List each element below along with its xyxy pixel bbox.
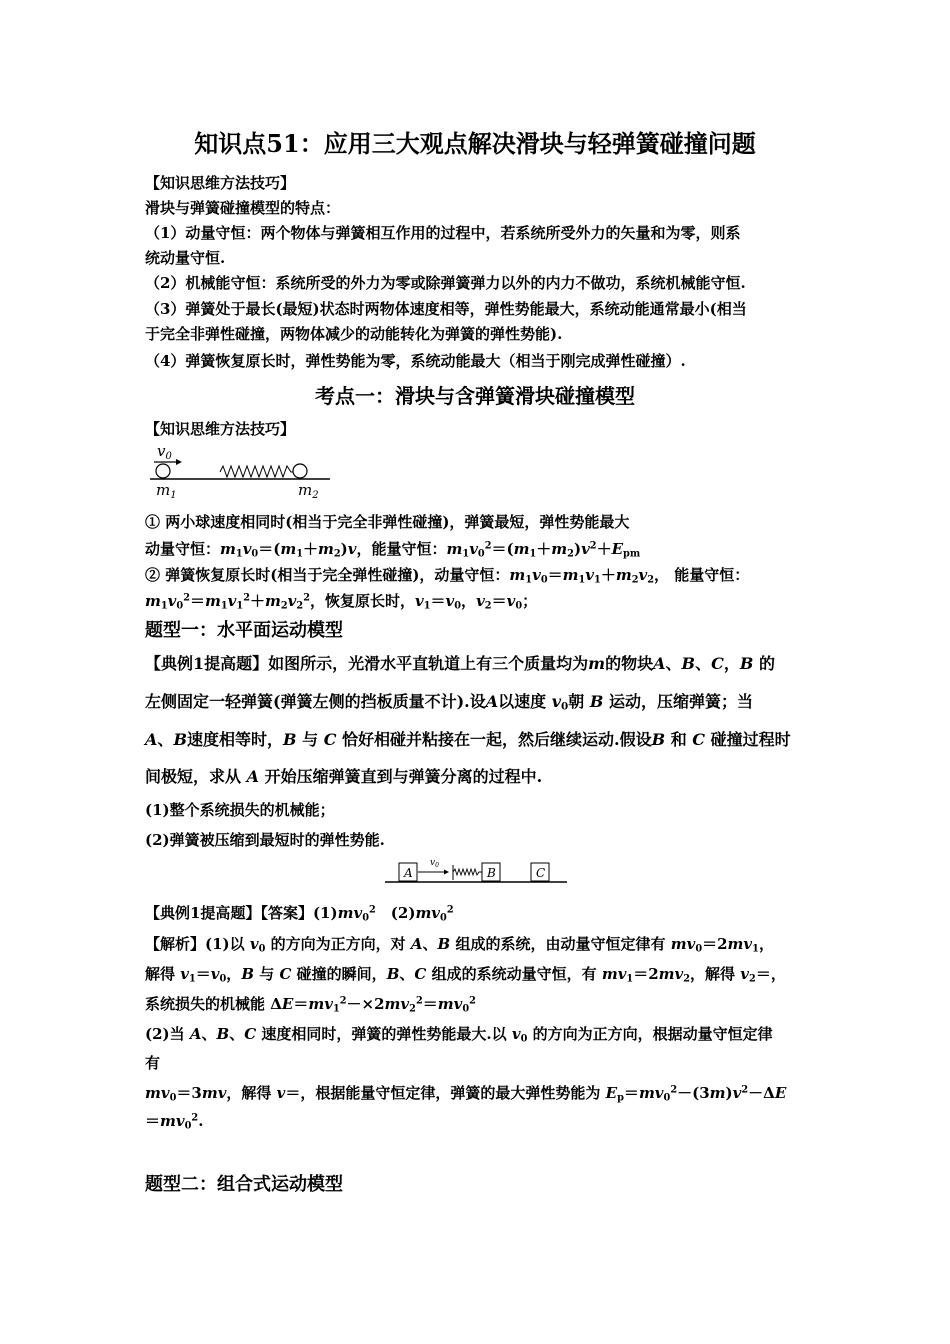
point-3a: （3）弹簧处于最长(最短)状态时两物体速度相等，弹性势能最大，系统动能通常最小(相当: [145, 300, 747, 318]
two-ball-spring-figure: [148, 441, 338, 499]
label-m2: $m_2$: [298, 481, 319, 499]
page-title: 知识点51：应用三大观点解决滑块与轻弹簧碰撞问题: [194, 129, 756, 158]
case-2-line: ② 弹簧恢复原长时(相当于完全弹性碰撞)，动量守恒：$m_1v_0=m_1v_1+m_2v_2$， 能量守恒：: [145, 566, 750, 586]
section-heading: 【知识思维方法技巧】: [145, 174, 296, 192]
arrowhead: [444, 870, 449, 875]
type-2-heading: 题型二：组合式运动模型: [145, 1174, 343, 1195]
solution-line-5: 有: [145, 1054, 161, 1072]
example-question-line-4: 间极短，求从 A 开始压缩弹簧直到与弹簧分离的过程中.: [145, 767, 543, 786]
ball-m2: [293, 464, 307, 478]
block-a-label: A: [404, 866, 413, 880]
solution-line-1: 【解析】(1)以 $v_0$ 的方向为正方向，对 A、B 组成的系统，由动量守恒定律有 $mv_0=2mv_1$，: [145, 935, 774, 955]
example-question-line-1: 【典例1提高题】如图所示，光滑水平直轨道上有三个质量均为m的物块A、B、C，B 的: [145, 654, 775, 673]
velocity-label: $v_0$: [430, 858, 439, 869]
sub-question-2: (2)弹簧被压缩到最短时的弹性势能.: [145, 831, 385, 849]
point-2: （2）机械能守恒：系统所受的外力为零或除弹簧弹力以外的内力不做功，系统机械能守恒.: [145, 274, 746, 292]
spring: [220, 466, 293, 477]
ball-m1: [156, 464, 170, 478]
intro-line: 滑块与弹簧碰撞模型的特点：: [145, 199, 341, 217]
spring: [453, 869, 482, 875]
case-1-line: ① 两小球速度相同时(相当于完全非弹性碰撞)，弹簧最短，弹性势能最大: [145, 513, 630, 531]
point-1b: 统动量守恒.: [145, 249, 226, 267]
example-question-line-2: 左侧固定一轻弹簧(弹簧左侧的挡板质量不计).设A以速度 $v_0$朝 B 运动，压缩弹簧；当: [145, 692, 753, 713]
point-1a: （1）动量守恒：两个物体与弹簧相互作用的过程中，若系统所受外力的矢量和为零，则系: [145, 224, 741, 242]
solution-line-6: $mv_0=3mv$，解得 v＝，根据能量守恒定律，弹簧的最大弹性势能为 $E_p=mv_0^2-(3m)v^2-\Delta E$: [145, 1084, 787, 1104]
solution-line-7: $=mv_0^2$.: [145, 1112, 204, 1132]
sub-question-1: (1)整个系统损失的机械能；: [145, 801, 335, 819]
block-b-label: B: [487, 866, 496, 880]
label-m1: $m_1$: [156, 481, 177, 499]
type-1-heading: 题型一：水平面运动模型: [145, 620, 343, 641]
case-2-equations: $m_1v_0^2=m_1v_1^2+m_2v_2^2$，恢复原长时，$v_1=v_0$，$v_2=v_0$；: [145, 592, 538, 612]
solution-line-3: 系统损失的机械能 $\Delta E=mv_1^2-\times 2mv_2^2=mv_0^2$: [145, 995, 476, 1015]
arrowhead: [176, 459, 182, 465]
point-4: （4）弹簧恢复原长时，弹性势能为零，系统动能最大（相当于刚完成弹性碰撞）.: [145, 352, 686, 370]
kaodian-sub-heading: 【知识思维方法技巧】: [145, 420, 296, 438]
block-c-label: C: [536, 866, 546, 880]
velocity-label: $v_0$: [157, 442, 172, 462]
answer-line: 【典例1提高题】【答案】$(1)mv_0^2$ $(2)mv_0^2$: [145, 904, 454, 924]
kaodian-heading: 考点一：滑块与含弹簧滑块碰撞模型: [315, 384, 635, 408]
case-1-equations: 动量守恒：$m_1v_0=(m_1+m_2)v$，能量守恒：$m_1v_0^2=(m_1+m_2)v^2+E_{pm}$: [145, 540, 641, 560]
point-3b: 于完全非弹性碰撞，两物体减少的动能转化为弹簧的弹性势能).: [145, 325, 563, 343]
example-question-line-3: A、B速度相等时，B 与 C 恰好相碰并粘接在一起，然后继续运动.假设B 和 C 碰撞过程时: [145, 730, 791, 749]
solution-line-2: 解得 $v_1=v_0$，B 与 C 碰撞的瞬间，B、C 组成的系统动量守恒，有 $mv_1=2mv_2$，解得 $v_2=$，: [145, 965, 786, 985]
solution-line-4: (2)当 A、B、C 速度相同时，弹簧的弹性势能最大.以 $v_0$ 的方向为正方向，根据动量守恒定律: [145, 1025, 773, 1045]
blocks-track-figure: [382, 856, 572, 890]
